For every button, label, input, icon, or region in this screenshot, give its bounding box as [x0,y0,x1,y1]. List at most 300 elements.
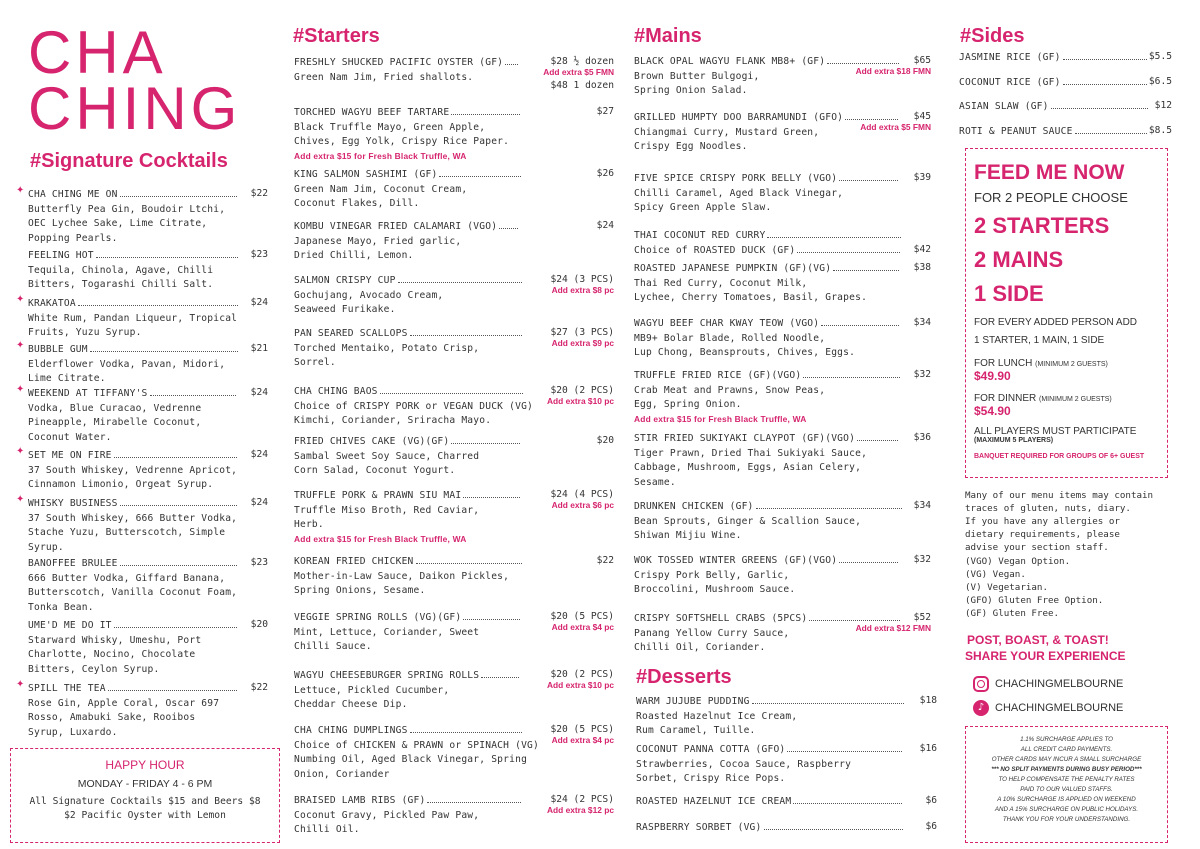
dot-leader [839,555,898,563]
item-description: Chives, Egg Yolk, Crispy Rice Paper. [294,136,510,148]
item-name-text: CHA CHING DUMPLINGS [294,725,408,736]
item-name-text: ASIAN SLAW (GF) [959,101,1049,112]
surcharge-line: 1.1% SURCHARGE APPLIES TO [1020,736,1113,743]
item-extra-price: Add extra $18 FMN [855,66,931,76]
item-name-text: DRUNKEN CHICKEN (GF) [634,501,754,512]
item-description: Spring Onions, Sesame. [294,585,426,597]
dot-leader [756,501,902,509]
item-name-text: WHISKY BUSINESS [28,498,118,509]
item-name [634,500,902,515]
legend-line: (VGO) Vegan Option. [965,556,1071,567]
item-description: Egg, Spring Onion. [634,399,742,411]
item-description: Cheddar Cheese Dip. [294,699,408,711]
item-name-text: PAN SEARED SCALLOPS [294,328,408,339]
item-name [294,794,521,809]
item-name [28,343,238,358]
menu-item [959,125,1147,140]
item-price: $38 [913,262,931,273]
menu-item [294,489,520,545]
item-price: $52 [913,612,931,623]
item-description: Lettuce, Pickled Cucumber, [294,684,450,696]
item-description: 37 South Whiskey, Vedrenne Apricot, [28,464,238,476]
item-description: Broccolini, Mushroom Sauce. [634,584,796,596]
item-description: Thai Red Curry, Coconut Milk, [634,277,808,289]
item-description: White Rum, Pandan Liqueur, Tropical [28,312,238,324]
dot-leader [416,556,522,564]
item-description: Strawberries, Cocoa Sauce, Raspberry [636,758,852,770]
item-extra-price: Add extra $6 pc [551,500,614,510]
feed-line-mains: 2 MAINS [974,247,1064,272]
item-name [294,220,518,235]
dot-leader [809,613,899,621]
dot-leader [481,670,519,678]
dot-leader [1075,126,1147,134]
happy-title: HAPPY HOUR [105,758,185,772]
menu-item [634,111,898,155]
item-name [959,51,1147,66]
dot-leader [1051,101,1148,109]
item-description: Spicy Green Apple Slaw. [634,202,772,214]
feed-line-starters: 2 STARTERS [974,213,1110,238]
item-name-text: SPILL THE TEA [28,683,106,694]
item-name [636,795,902,810]
item-description: Sorbet, Crispy Rice Pops. [636,773,786,785]
item-price: $20 [596,435,614,446]
item-description: Pineapple, Mirabelle Coconut, [28,417,202,429]
item-description: Lychee, Cherry Tomatoes, Basil, Grapes. [634,292,868,304]
allergy-notice [965,489,1153,554]
item-description: Coconut Flakes, Dill. [294,198,420,210]
feed-dinner-min: (MINIMUM 2 GUESTS) [1039,396,1112,403]
signature-star-icon: ✦ [16,494,25,505]
item-description: Tiger Prawn, Dried Thai Sukiyaki Sauce, [634,447,868,459]
feed-lunch-min: (MINIMUM 2 GUESTS) [1035,361,1108,368]
dot-leader [793,796,902,804]
item-description: Numbing Oil, Aged Black Vinegar, Spring [294,754,528,766]
item-description: Brown Butter Bulgogi, [634,70,760,82]
item-price: $42 [913,244,931,255]
item-description: Tequila, Chinola, Agave, Chilli [28,264,214,276]
starters-title: #Starters [293,25,380,47]
item-name-text: WEEKEND AT TIFFANY'S [28,388,148,399]
dot-leader [150,388,236,396]
tiktok-handle[interactable]: CHACHINGMELBOURNE [995,702,1124,714]
item-price: $36 [913,432,931,443]
menu-item [636,821,903,836]
dot-leader [839,173,898,181]
item-price: $27 (3 PCS) [550,327,614,338]
item-name [294,106,520,121]
item-name [28,497,237,512]
item-description: MB9+ Bolar Blade, Rolled Noodle, [634,332,826,344]
item-name-text: ROTI & PEANUT SAUCE [959,126,1073,137]
item-name-text: KRAKATOA [28,298,76,309]
item-name-text: COCONUT PANNA COTTA (GFO) [636,744,786,755]
dot-leader [764,822,904,830]
item-name-text: SET ME ON FIRE [28,450,112,461]
dot-leader [439,169,520,177]
desserts-title: #Desserts [636,666,732,688]
social-line1: POST, BOAST, & TOAST! [967,633,1109,647]
menu-item [959,76,1147,91]
instagram-icon [973,676,989,692]
item-extra-price: Add extra $4 pc [551,622,614,632]
item-description: Cinnamon Limonio, Orgeat Syrup. [28,479,214,491]
item-description: Truffle Miso Broth, Red Caviar, [294,504,480,516]
dot-leader [120,498,237,506]
item-name [294,611,520,626]
item-name [294,274,522,289]
signature-star-icon: ✦ [16,679,25,690]
dot-leader [803,370,899,378]
item-extra-price: Add extra $4 pc [551,735,614,745]
item-price: $5.5 [1148,51,1172,62]
item-name-text: WARM JUJUBE PUDDING [636,696,750,707]
item-description: OEC Lychee Sake, Lime Citrate, [28,218,208,230]
item-price: $21 [250,343,268,354]
item-name [28,387,236,402]
menu-item [294,385,533,429]
item-name [28,297,238,312]
item-price: $24 (4 PCS) [550,489,614,500]
surcharge-line: AND A 15% SURCHARGE ON PUBLIC HOLIDAYS. [994,806,1139,813]
dot-leader [90,344,238,352]
item-description: 37 South Whiskey, 666 Butter Vodka, [28,512,238,524]
signature-title: #Signature Cocktails [30,150,228,172]
item-price: $45 [913,111,931,122]
menu-item [28,619,237,677]
item-description: Mint, Lettuce, Coriander, Sweet [294,626,480,638]
item-description: Mother-in-Law Sauce, Daikon Pickles, [294,570,510,582]
item-description: Sesame. [634,476,676,488]
item-name [636,743,902,758]
item-price: $23 [250,249,268,260]
item-name [294,56,518,71]
menu-item [634,500,902,544]
item-name [28,449,237,464]
item-name [294,669,519,684]
item-description: Charlotte, Nocino, Chocolate [28,649,196,661]
feed-dinner-price: $54.90 [974,404,1011,418]
dot-leader [410,725,522,733]
item-name-text: TRUFFLE FRIED RICE (GF)(VGO) [634,370,802,381]
logo-line2: CHING [28,75,242,142]
happy-days: MONDAY - FRIDAY 4 - 6 PM [77,778,213,790]
surcharge-line: ALL CREDIT CARD PAYMENTS. [1020,746,1113,753]
item-description: Coconut Gravy, Pickled Paw Paw, [294,809,480,821]
item-price: $24 [250,387,268,398]
allergy-line: Many of our menu items may contain [965,490,1154,501]
item-price: $20 (5 PCS) [550,724,614,735]
item-price: $27 [596,106,614,117]
menu-item [28,387,236,445]
item-extra-price: Add extra $9 pc [551,338,614,348]
feed-banquet: BANQUET REQUIRED FOR GROUPS OF 6+ GUEST [974,453,1145,460]
signature-star-icon: ✦ [16,294,25,305]
item-name-text: BUBBLE GUM [28,344,88,355]
item-price: $6 [925,821,937,832]
item-description: 666 Butter Vodka, Giffard Banana, [28,572,226,584]
item-name [634,229,901,244]
item-name-text: BLACK OPAL WAGYU FLANK MB8+ (GF) [634,56,826,67]
dot-leader [787,744,902,752]
item-description: Bitters, Ceylon Syrup. [28,663,160,675]
dot-leader [1063,52,1148,60]
item-description: Crispy Pork Belly, Garlic, [634,569,790,581]
item-extra-price: Add extra $5 FMN [860,122,931,132]
instagram-handle[interactable]: CHACHINGMELBOURNE [995,678,1124,690]
menu-item [28,449,237,493]
sides-title: #Sides [960,25,1025,47]
item-extra-price: Add extra $5 FMN [543,67,614,77]
item-name-text: TRUFFLE PORK & PRAWN SIU MAI [294,490,462,501]
dot-leader [78,298,238,306]
feed-added2: 1 STARTER, 1 MAIN, 1 SIDE [974,335,1105,346]
menu-item [28,343,238,387]
menu-item [636,795,902,810]
logo-line1: CHA [28,19,167,86]
surcharge-line: *** NO SPLIT PAYMENTS DURING BUSY PERIOD*** [991,766,1142,773]
happy-line1: All Signature Cocktails $15 and Beers $8 [29,796,261,807]
item-name-text: KOREAN FRIED CHICKEN [294,556,414,567]
item-description: Chilli Oil. [294,824,360,836]
happy-hour-box [10,748,280,843]
item-price: $12 [1154,100,1172,111]
item-description: Shiwan Mijiu Wine. [634,530,742,542]
feed-lunch-price: $49.90 [974,369,1011,383]
dot-leader [1063,77,1148,85]
item-name-text: TORCHED WAGYU BEEF TARTARE [294,107,450,118]
item-description: Crispy Egg Noodles. [634,141,748,153]
dot-leader [427,795,521,803]
item-price: $24 (2 PCS) [550,794,614,805]
menu-item [294,220,518,264]
item-name [294,168,521,183]
dot-leader [752,696,904,704]
menu-item [294,274,522,318]
item-name [634,369,900,384]
dot-leader [380,386,523,394]
item-description: Sorrel. [294,357,336,369]
item-description: Spring Onion Salad. [634,85,748,97]
menu-item [634,612,900,656]
item-price: $6.5 [1148,76,1172,87]
dot-leader [821,318,899,326]
item-description: Butterscotch, Vanilla Coconut Foam, [28,587,238,599]
item-name-text: BRAISED LAMB RIBS (GF) [294,795,426,806]
menu-item [636,695,904,739]
item-description: Starward Whisky, Umeshu, Port [28,634,202,646]
item-name-text: WOK TOSSED WINTER GREENS (GF)(VGO) [634,555,838,566]
item-description: Elderflower Vodka, Pavan, Midori, [28,358,226,370]
item-description: Coconut Water. [28,431,112,443]
item-description: Rose Gin, Apple Coral, Oscar 697 [28,697,220,709]
item-name [634,317,899,332]
item-extra-note: Add extra $15 for Fresh Black Truffle, WA [294,533,467,544]
item-description: Syrup. [28,541,64,553]
item-name-text: COCONUT RICE (GF) [959,77,1061,88]
tiktok-icon: ♪ [973,700,989,716]
item-name-text: STIR FRIED SUKIYAKI CLAYPOT (GF)(VGO) [634,433,856,444]
item-name [959,125,1147,140]
dot-leader [120,189,237,197]
item-price: $39 [913,172,931,183]
menu-item [634,172,898,216]
item-description: Rosso, Amabuki Sake, Rooibos [28,712,196,724]
item-price: $8.5 [1148,125,1172,136]
item-name [294,435,520,450]
menu-item [636,743,902,787]
item-name-text: KOMBU VINEGAR FRIED CALAMARI (VGO) [294,221,498,232]
item-name [636,695,904,710]
item-description: Panang Yellow Curry Sauce, [634,627,790,639]
menu-item [28,249,238,293]
item-name-text: CHA CHING ME ON [28,189,118,200]
feed-sub: FOR 2 PEOPLE CHOOSE [974,190,1128,205]
item-description: Choice of CRISPY PORK or VEGAN DUCK (VG) [294,400,534,412]
feed-added: FOR EVERY ADDED PERSON ADD [974,317,1138,328]
item-description: Japanese Mayo, Fried garlic, [294,235,462,247]
menu-item [294,168,521,212]
signature-star-icon: ✦ [16,340,25,351]
feed-max: (MAXIMUM 5 PLAYERS) [974,437,1054,444]
item-description: Torched Mentaiko, Potato Crisp, [294,342,480,354]
item-price: $34 [913,317,931,328]
menu-item [959,51,1147,66]
surcharge-line: THANK YOU FOR YOUR UNDERSTANDING. [1002,816,1131,823]
legend-line: (VG) Vegan. [965,569,1026,580]
item-price: $16 [919,743,937,754]
feed-me-now-box [965,148,1168,478]
dot-leader [845,112,898,120]
dot-leader [505,57,518,65]
surcharge-line: OTHER CARDS MAY INCUR A SMALL SURCHARGE [991,756,1142,763]
dot-leader [96,250,238,258]
feed-all: ALL PLAYERS MUST PARTICIPATE [974,426,1137,437]
item-description: Stache Yuzu, Butterscotch, Simple [28,527,226,539]
menu-item [634,369,900,425]
dot-leader [451,107,520,115]
dot-leader [767,230,901,238]
item-description: Green Nam Jim, Coconut Cream, [294,183,468,195]
item-name [28,188,237,203]
item-extra-price: Add extra $10 pc [546,396,614,406]
menu-item [28,497,237,555]
item-description: Crab Meat and Prawns, Snow Peas, [634,384,826,396]
item-description: Tonka Bean. [28,601,94,613]
legend-line: (GFO) Gluten Free Option. [965,595,1104,606]
menu-item [28,682,237,740]
menu-item [28,188,237,246]
item-name [636,821,903,836]
item-name [294,555,522,570]
item-name [959,76,1147,91]
signature-star-icon: ✦ [16,384,25,395]
menu-item [294,327,522,371]
item-description: Rum Caramel, Tuille. [636,725,756,737]
item-name-text: CHA CHING BAOS [294,386,378,397]
surcharge-line: A 10% SURCHARGE IS APPLIED ON WEEKEND [997,796,1136,803]
feed-title: FEED ME NOW [974,161,1125,184]
item-description: Vodka, Blue Curacao, Vedrenne [28,402,202,414]
item-name [634,262,899,277]
surcharge-line: PAID TO OUR VALUED STAFFS. [1020,786,1113,793]
item-name [634,244,900,259]
menu-item [634,229,901,244]
item-name-text: FIVE SPICE CRISPY PORK BELLY (VGO) [634,173,838,184]
menu-item [634,554,898,598]
dot-leader [833,263,898,271]
dot-leader [114,620,237,628]
item-name-text: WAGYU CHEESEBURGER SPRING ROLLS [294,670,480,681]
item-description: Fruits, Yuzu Syrup. [28,327,142,339]
item-name-text: FEELING HOT [28,250,94,261]
menu-item [634,317,899,361]
menu-item [294,56,518,85]
item-price: $20 (5 PCS) [550,611,614,622]
dot-leader [398,275,523,283]
menu-item [294,435,520,479]
item-name-text: THAI COCONUT RED CURRY [634,230,766,241]
item-price: $26 [596,168,614,179]
item-description: Sambal Sweet Soy Sauce, Charred [294,450,480,462]
item-name [28,619,237,634]
item-price: $24 (3 PCS) [550,274,614,285]
item-name-text: KING SALMON SASHIMI (GF) [294,169,438,180]
item-price: $23 [250,557,268,568]
menu-item [28,297,238,341]
menu-item [294,555,522,599]
allergy-line: advise your section staff. [965,542,1109,553]
dot-leader [108,683,237,691]
allergy-line: dietary requirements, please [965,529,1120,540]
item-description: Bitters, Togarashi Chilli Salt. [28,279,214,291]
item-price: $32 [913,554,931,565]
item-name-text: FRIED CHIVES CAKE (VG)(GF) [294,436,450,447]
item-description: Chilli Oil, Coriander. [634,642,766,654]
item-price: $20 (2 PCS) [550,669,614,680]
allergy-line: traces of gluten, nuts, diary. [965,503,1131,514]
item-description: Corn Salad, Coconut Yogurt. [294,465,456,477]
item-price: $24 [250,449,268,460]
item-description: Kimchi, Coriander, Sriracha Mayo. [294,415,492,427]
mains-title: #Mains [634,25,702,47]
item-name [634,172,898,187]
item-price: $20 (2 PCS) [550,385,614,396]
item-name-text: RASPBERRY SORBET (VG) [636,822,762,833]
item-price: $65 [913,55,931,66]
item-name-text: JASMINE RICE (GF) [959,52,1061,63]
dot-leader [827,56,899,64]
item-description: Chilli Sauce. [294,641,372,653]
dot-leader [410,328,522,336]
item-description: Onion, Coriander [294,768,390,780]
item-description: Chilli Caramel, Aged Black Vinegar, [634,187,844,199]
diet-legend [965,555,1103,620]
feed-lunch: FOR LUNCH [974,358,1033,369]
item-description: Seaweed Furikake. [294,304,396,316]
feed-dinner: FOR DINNER [974,393,1037,404]
item-description: Gochujang, Avocado Cream, [294,289,444,301]
feed-line-side: 1 SIDE [974,281,1044,306]
dot-leader [857,433,898,441]
item-name [959,100,1148,115]
item-price: $22 [596,555,614,566]
menu-item [959,100,1148,115]
item-name-text: GRILLED HUMPTY DOO BARRAMUNDI (GFO) [634,112,844,123]
item-name-text: FRESHLY SHUCKED PACIFIC OYSTER (GF) [294,57,504,68]
item-name [634,554,898,569]
